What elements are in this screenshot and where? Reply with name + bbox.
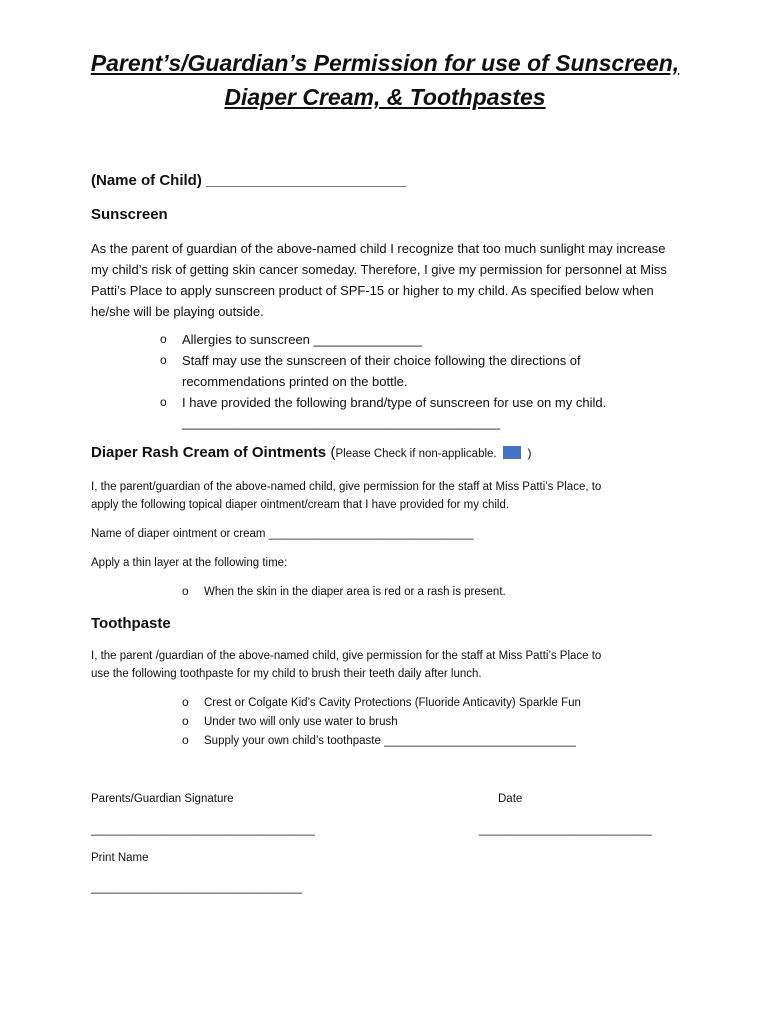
diaper-note-open: ( (330, 444, 336, 461)
child-name-field[interactable] (91, 172, 406, 189)
toothpaste-paragraph-line1: I, the parent /guardian of the above-named child, give permission for the staff at Miss Patti’s Place to (91, 650, 602, 662)
toothpaste-paragraph-line2: use the following toothpaste for my child to brush their teeth daily after lunch. (91, 668, 482, 680)
bullet-marker: o (182, 714, 189, 728)
sunscreen-option-provided[interactable]: I have provided the following brand/type of sunscreen for use on my child. (182, 395, 607, 410)
bullet-marker: o (182, 584, 189, 598)
date-line[interactable]: ___________________________ (479, 824, 652, 836)
sunscreen-brand-blank[interactable]: ____________________________________________ (182, 415, 501, 430)
sunscreen-option-staff-choice[interactable]: Staff may use the sunscreen of their choice following the directions of (182, 353, 581, 368)
bullet-marker: o (182, 695, 189, 709)
sunscreen-option-staff-choice-cont: recommendations printed on the bottle. (182, 374, 408, 389)
diaper-paragraph-line2: apply the following topical diaper ointment/cream that I have provided for my child. (91, 499, 510, 511)
child-name-label: (Name of Child) (91, 172, 202, 189)
toothpaste-option-water[interactable]: Under two will only use water to brush (204, 716, 398, 728)
sunscreen-option-allergies[interactable]: Allergies to sunscreen _______________ (182, 332, 422, 347)
bullet-marker: o (160, 353, 167, 367)
sunscreen-paragraph: As the parent of guardian of the above-named child I recognize that too much sunlight may increase my child’s risk of getting skin cancer someday. Therefore, I give my permission for personnel at Miss Patti’s Place to apply sunscreen product of SPF-15 or higher to my child. As specified below when he/she will be playing outside. (91, 241, 667, 319)
child-name-blank[interactable]: ________________________ (206, 172, 407, 189)
diaper-ointment-field[interactable]: Name of diaper ointment or cream ________________________________ (91, 528, 474, 540)
signature-line[interactable]: ___________________________________ (91, 824, 315, 836)
toothpaste-option-crest[interactable]: Crest or Colgate Kid’s Cavity Protections (Fluoride Anticavity) Sparkle Fun (204, 697, 581, 709)
diaper-note-close: ) (527, 446, 532, 460)
signature-label: Parents/Guardian Signature (91, 793, 234, 805)
diaper-heading: Diaper Rash Cream of Ointments (91, 444, 327, 461)
diaper-note: Please Check if non-applicable. (335, 448, 497, 460)
non-applicable-checkbox[interactable] (503, 446, 521, 459)
bullet-marker: o (160, 395, 167, 409)
print-name-line[interactable]: _________________________________ (91, 882, 303, 894)
diaper-heading-row (91, 444, 532, 462)
date-label: Date (498, 793, 523, 805)
form-title-line2: Diaper Cream, & Toothpastes (224, 84, 546, 110)
print-name-label: Print Name (91, 852, 149, 864)
diaper-apply-label: Apply a thin layer at the following time: (91, 557, 288, 569)
diaper-option-rash[interactable]: When the skin in the diaper area is red or a rash is present. (204, 586, 506, 598)
bullet-marker: o (182, 733, 189, 747)
bullet-marker: o (160, 332, 167, 346)
diaper-paragraph-line1: I, the parent/guardian of the above-named child, give permission for the staff at Miss Patti’s Place, to (91, 481, 602, 493)
form-title-line1: Parent’s/Guardian’s Permission for use of Sunscreen, (90, 50, 680, 76)
toothpaste-heading: Toothpaste (91, 615, 171, 632)
sunscreen-heading: Sunscreen (91, 206, 168, 223)
toothpaste-option-own[interactable]: Supply your own child’s toothpaste ______________________________ (204, 735, 576, 747)
